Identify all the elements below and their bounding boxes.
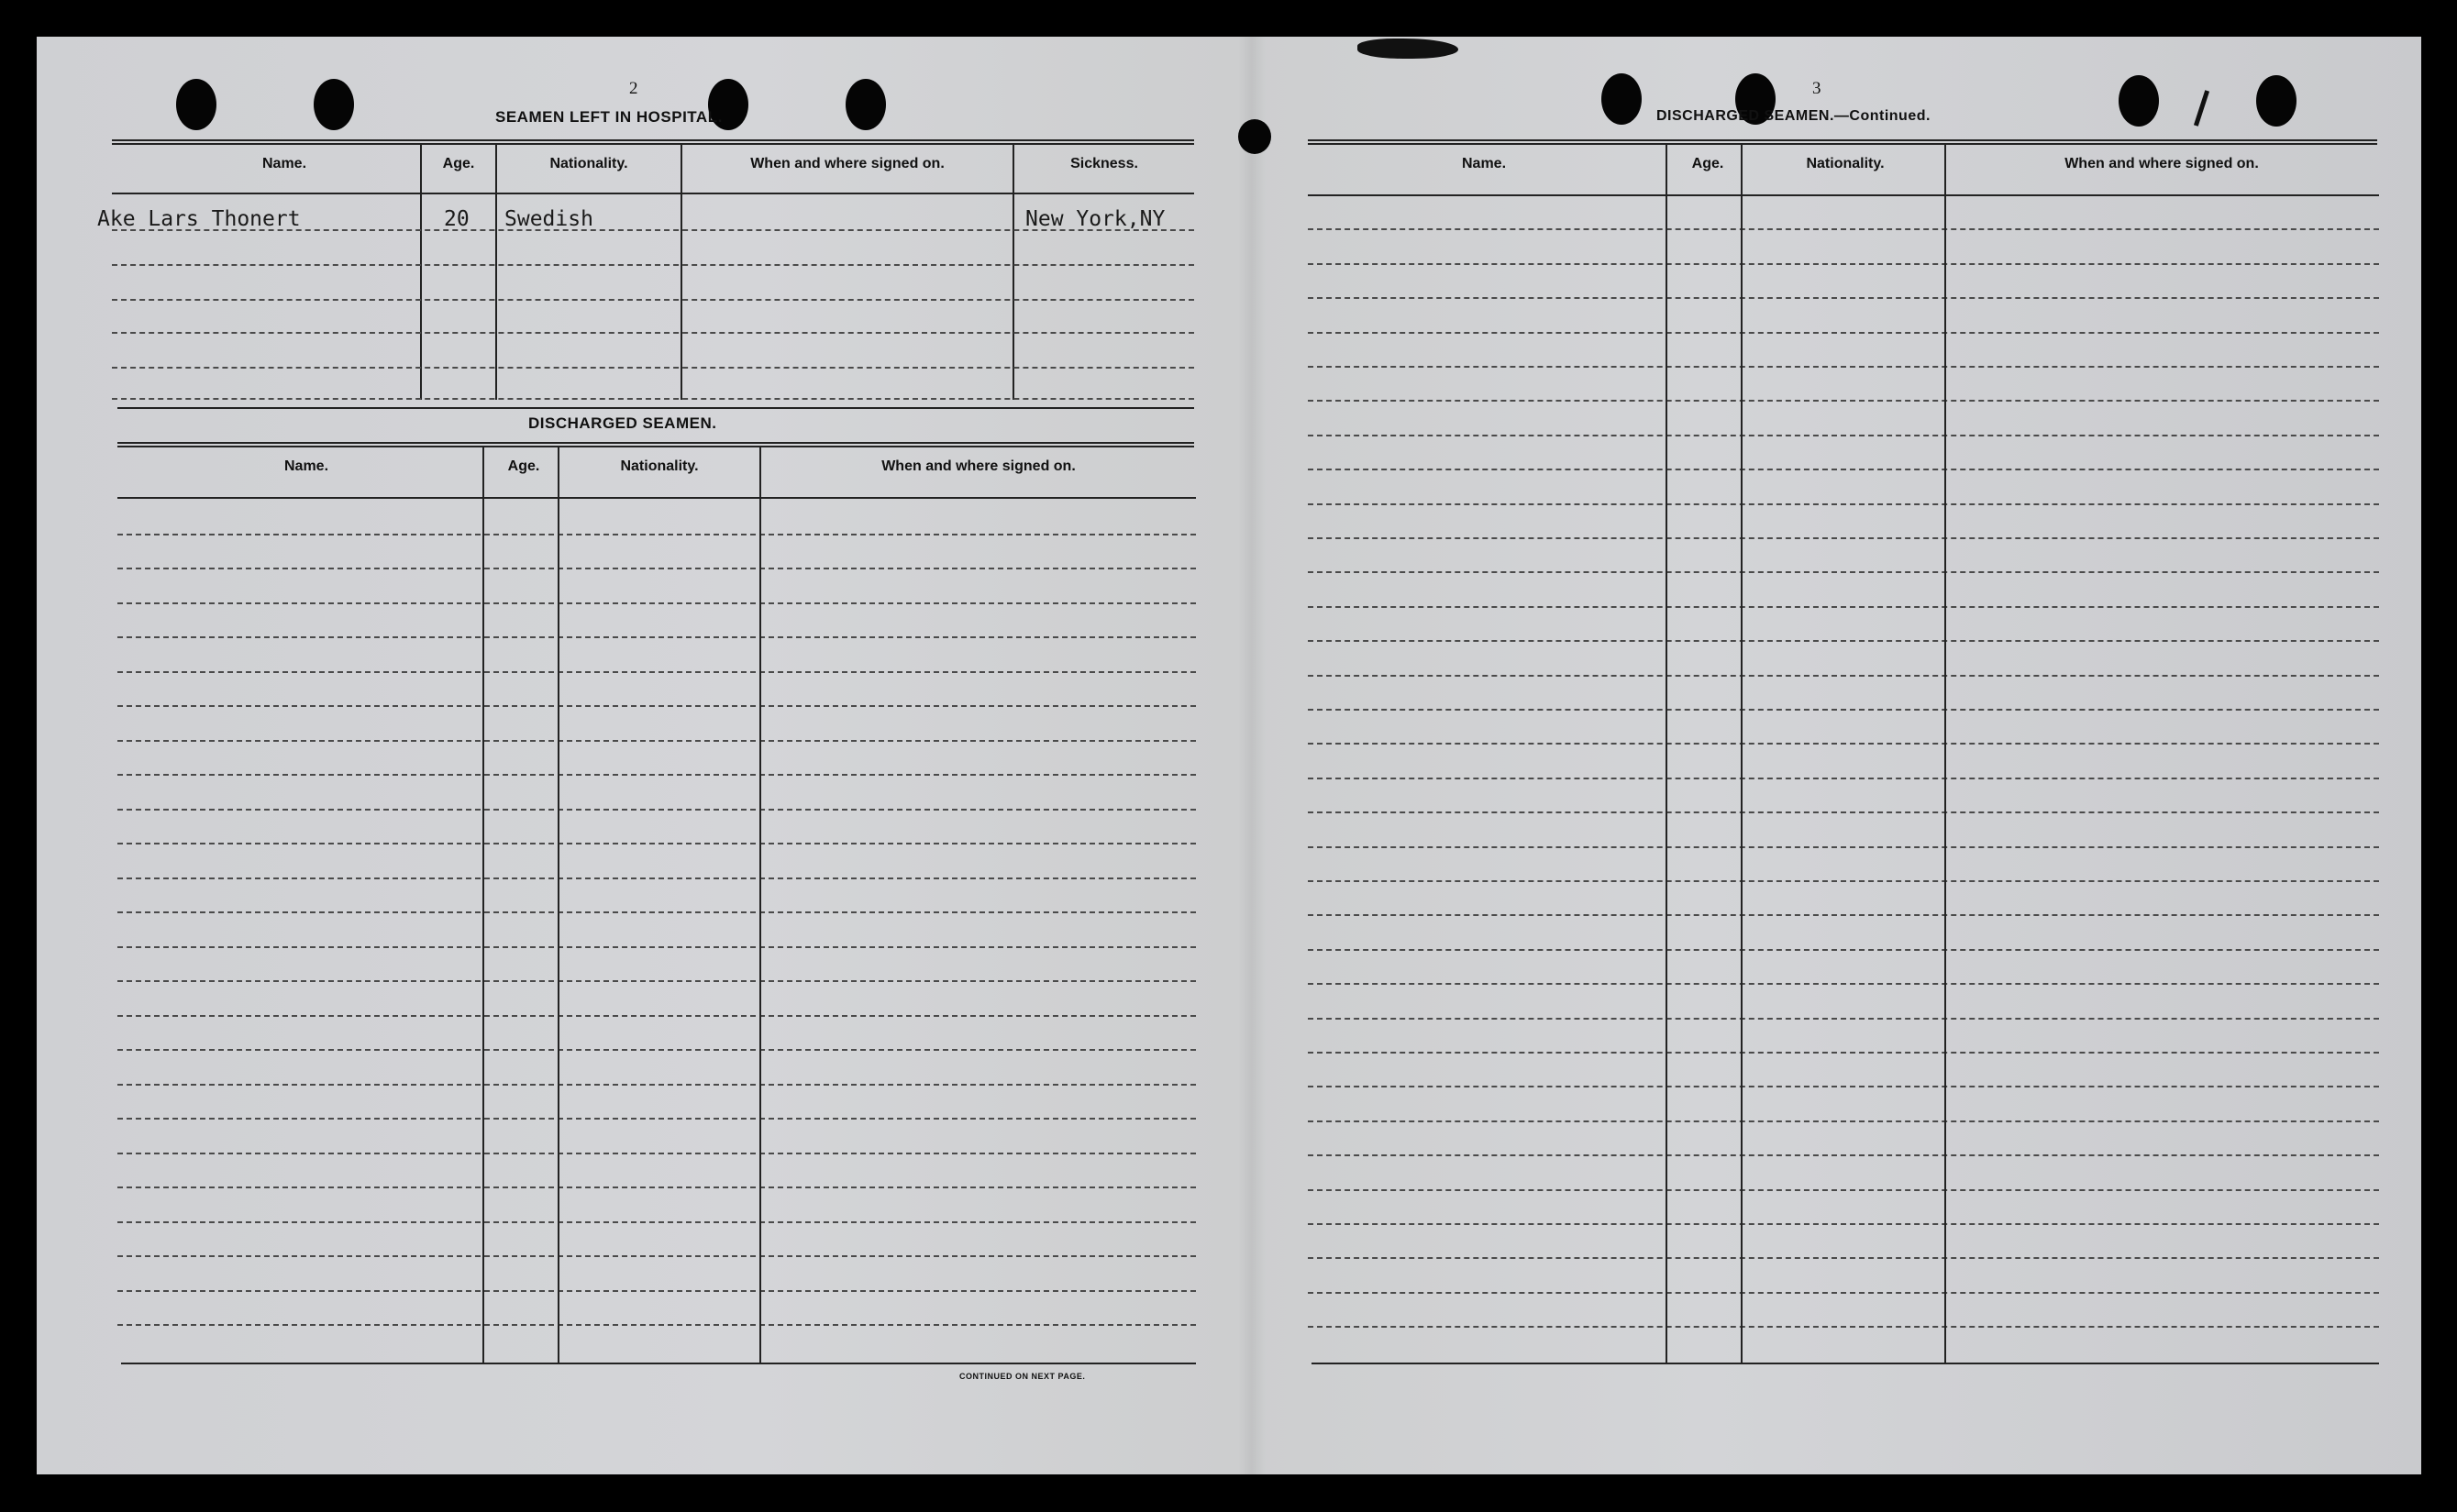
- hospital-row-line: [112, 398, 1194, 400]
- right-row-line: [1308, 949, 2379, 951]
- hospital-header-age: Age.: [442, 156, 475, 171]
- discharged-row-line: [117, 1084, 1196, 1086]
- punch-hole: [2119, 75, 2159, 127]
- right-row-line: [1308, 778, 2379, 779]
- right-row-line: [1308, 400, 2379, 402]
- hospital-row-line: [112, 332, 1194, 334]
- right-row-line: [1308, 297, 2379, 299]
- hospital-top-rule: [112, 139, 1194, 145]
- discharged-row-line: [117, 843, 1196, 844]
- right-header-signed-on: When and where signed on.: [2064, 156, 2259, 171]
- right-row-line: [1308, 846, 2379, 848]
- discharged-col-divider: [558, 446, 559, 1363]
- register-sheet: [37, 37, 2421, 1474]
- punch-hole: [846, 79, 886, 130]
- discharged-header-name: Name.: [283, 458, 329, 474]
- right-row-line: [1308, 914, 2379, 916]
- right-row-line: [1308, 503, 2379, 505]
- discharged-header-signed-on: When and where signed on.: [881, 458, 1076, 474]
- hospital-row-nationality: Swedish: [504, 207, 593, 231]
- hospital-header-signed-on: When and where signed on.: [750, 156, 945, 171]
- right-row-line: [1308, 675, 2379, 677]
- discharged-row-line: [117, 774, 1196, 776]
- discharged-col-divider: [482, 446, 484, 1363]
- discharged-row-line: [117, 1221, 1196, 1223]
- discharged-row-line: [117, 1255, 1196, 1257]
- right-row-line: [1308, 263, 2379, 265]
- hospital-row-sickness: New York,NY: [1025, 207, 1166, 231]
- discharged-row-line: [117, 1153, 1196, 1154]
- hospital-header-rule: [112, 193, 1194, 194]
- right-col-divider: [1666, 145, 1667, 1363]
- discharged-row-line: [117, 946, 1196, 948]
- right-row-line: [1308, 537, 2379, 539]
- right-header-rule: [1308, 194, 2379, 196]
- hospital-header-sickness: Sickness.: [1070, 156, 1138, 171]
- right-row-line: [1308, 811, 2379, 813]
- right-col-divider: [1944, 145, 1946, 1363]
- page-number-left: 2: [629, 79, 638, 98]
- hospital-row-age: 20: [444, 207, 470, 231]
- discharged-header-nationality: Nationality.: [620, 458, 699, 474]
- discharged-header-rule: [117, 497, 1196, 499]
- discharged-top-rule: [117, 407, 1194, 409]
- hospital-header-nationality: Nationality.: [549, 156, 628, 171]
- discharged-row-line: [117, 534, 1196, 535]
- discharged-row-line: [117, 1290, 1196, 1292]
- page-number-right: 3: [1812, 79, 1821, 98]
- hospital-row-line: [112, 367, 1194, 369]
- discharged-row-line: [117, 911, 1196, 913]
- right-row-line: [1308, 1018, 2379, 1020]
- hospital-header-name: Name.: [261, 156, 307, 171]
- right-row-line: [1308, 1154, 2379, 1156]
- right-row-line: [1308, 880, 2379, 882]
- right-section-title: DISCHARGED SEAMEN.—Continued.: [1656, 108, 1931, 124]
- right-row-line: [1308, 640, 2379, 642]
- right-row-line: [1308, 469, 2379, 470]
- discharged-row-line: [117, 705, 1196, 707]
- discharged-table-rule: [117, 442, 1194, 447]
- right-row-line: [1308, 1120, 2379, 1122]
- right-row-line: [1308, 1086, 2379, 1087]
- punch-hole: [176, 79, 216, 130]
- right-row-line: [1308, 606, 2379, 608]
- hospital-col-divider: [495, 145, 497, 400]
- right-row-line: [1308, 228, 2379, 230]
- page-fold: [1238, 37, 1266, 1474]
- discharged-row-line: [117, 1049, 1196, 1051]
- punch-hole: [314, 79, 354, 130]
- discharged-row-line: [117, 636, 1196, 638]
- pen-mark: [2194, 90, 2209, 127]
- discharged-row-line: [117, 1015, 1196, 1017]
- right-header-age: Age.: [1691, 156, 1724, 171]
- punch-hole: [1601, 73, 1642, 125]
- discharged-row-line: [117, 980, 1196, 982]
- right-row-line: [1308, 1257, 2379, 1259]
- discharged-row-line: [117, 740, 1196, 742]
- hospital-row-line: [112, 299, 1194, 301]
- discharged-header-age: Age.: [507, 458, 540, 474]
- right-bottom-rule: [1312, 1363, 2379, 1364]
- discharged-section-title: DISCHARGED SEAMEN.: [528, 414, 717, 432]
- continued-note: CONTINUED ON NEXT PAGE.: [959, 1372, 1086, 1381]
- right-row-line: [1308, 1326, 2379, 1328]
- discharged-row-line: [117, 877, 1196, 879]
- right-row-line: [1308, 435, 2379, 436]
- discharged-row-line: [117, 602, 1196, 604]
- hospital-row-name: Ake Lars Thonert: [97, 207, 301, 231]
- punch-hole: [2256, 75, 2297, 127]
- right-col-divider: [1741, 145, 1743, 1363]
- right-row-line: [1308, 709, 2379, 711]
- hospital-col-divider: [420, 145, 422, 400]
- right-row-line: [1308, 1052, 2379, 1054]
- discharged-row-line: [117, 1118, 1196, 1120]
- right-row-line: [1308, 743, 2379, 745]
- right-top-rule: [1308, 139, 2377, 145]
- discharged-row-line: [117, 809, 1196, 811]
- tear-mark: [1357, 39, 1458, 59]
- discharged-row-line: [117, 1324, 1196, 1326]
- discharged-col-divider: [759, 446, 761, 1363]
- hospital-col-divider: [1013, 145, 1014, 400]
- hospital-row-line: [112, 264, 1194, 266]
- right-row-line: [1308, 1189, 2379, 1191]
- right-row-line: [1308, 1223, 2379, 1225]
- discharged-row-line: [117, 568, 1196, 569]
- right-row-line: [1308, 1292, 2379, 1294]
- punch-hole: [1238, 119, 1271, 154]
- right-row-line: [1308, 983, 2379, 985]
- right-row-line: [1308, 332, 2379, 334]
- discharged-row-line: [117, 671, 1196, 673]
- right-row-line: [1308, 571, 2379, 573]
- hospital-section-title: SEAMEN LEFT IN HOSPITAL.: [495, 108, 723, 126]
- discharged-row-line: [117, 1186, 1196, 1188]
- hospital-col-divider: [681, 145, 682, 400]
- right-header-name: Name.: [1461, 156, 1507, 171]
- discharged-bottom-rule: [121, 1363, 1196, 1364]
- right-row-line: [1308, 366, 2379, 368]
- right-header-nationality: Nationality.: [1806, 156, 1885, 171]
